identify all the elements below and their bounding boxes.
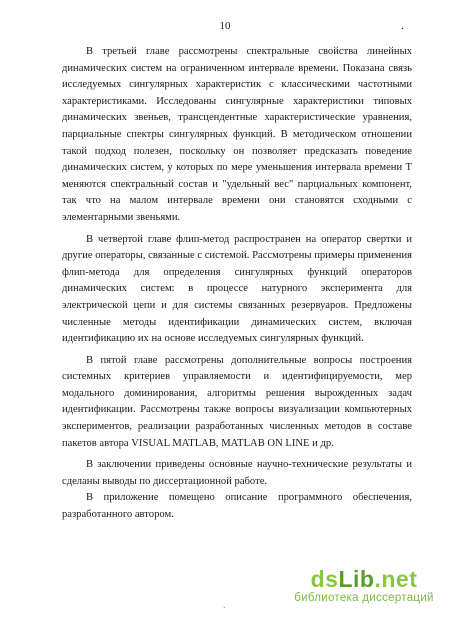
paragraph-chapter-4: В четвертой главе флип-метод распространен на оператор свертки и другие операторы, связанные с системой. Рассмотрены примеры применения флип-метода для определения сингулярных функций операторов динамических систем: в процессе натурного эксперимента для электрической цепи и для системы связанных резервуаров. Предложены численные методы идентификации динамических систем, включая идентификацию их на основе исследуемых сингулярных функций. [62,233,412,345]
corner-mark: . [401,20,404,32]
logo-part-lib: Lib [338,566,375,592]
dslib-watermark [284,567,444,605]
logo-part-ds: ds [310,566,339,592]
paragraph-chapter-5: В пятой главе рассмотрены дополнительные вопросы построения системных критериев управляемости и идентифицируемости, мер модального доминирования, алгоритмы решения вырожденных задач идентификации. Рассмотрены также вопросы визуализации компьютерных экспериментов, реализации разработанных численных методов в составе пакетов автора VISUAL MATLAB, MATLAB ON LINE и др. [62,354,412,449]
document-body [62,44,412,529]
paragraph-appendix: В приложение помещено описание программного обеспечения, разработанного автором. [62,492,412,521]
page-number: 10 [219,20,231,32]
paragraph-chapter-3: В третьей главе рассмотрены спектральные свойства линейных динамических систем на ограниченном интервале времени. Показана связь исследуемых сингулярных характеристик с классическими частотными характеристиками. Исследованы сингулярные характеристики типовых динамических звеньев, трансцендентные характеристические уравнения, парциальные спектры сингулярных функций. В методическом отношении такой подход полезен, поскольку он позволяет предсказать поведение динамических систем, у которых по мере уменьшения интервала времени Т меняются спектральный состав и "удельный вес" парциальных компонент, так что на малом интервале времени они становятся сходными с элементарными звеньями. [62,46,412,223]
dslib-logo [284,567,444,591]
logo-part-net: .net [374,566,418,592]
bottom-mark: . [223,600,226,611]
watermark-subtitle: библиотека диссертаций [294,592,434,604]
paragraph-conclusion: В заключении приведены основные научно-технические результаты и сделаны выводы по диссертационной работе. [62,459,412,487]
